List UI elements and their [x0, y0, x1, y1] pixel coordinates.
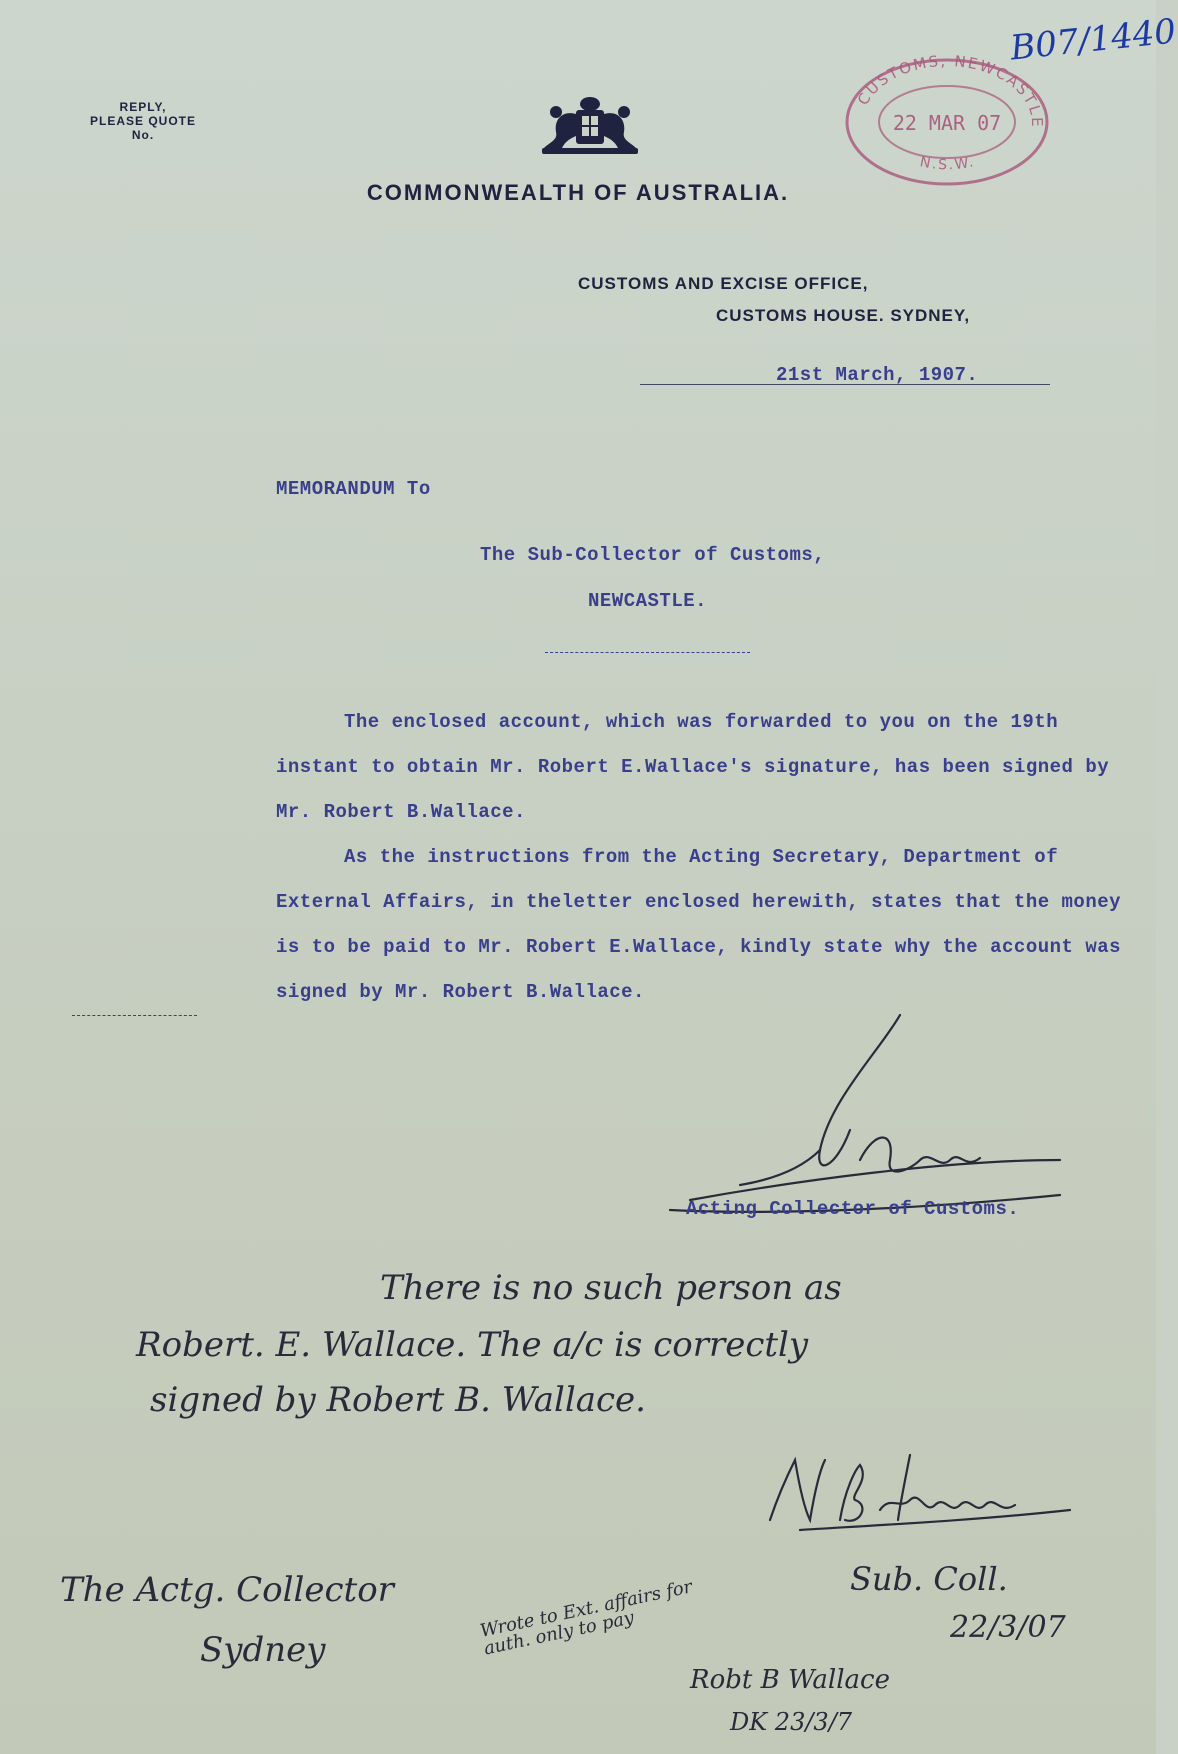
section-divider	[545, 652, 750, 653]
handwritten-note: Wrote to Ext. affairs for auth. only to pay	[478, 1576, 695, 1660]
svg-text:N.S.W.	[918, 154, 976, 173]
file-reference: B07/1440	[1008, 11, 1178, 69]
stamp-date: 22 MAR 07	[892, 111, 1002, 135]
letterhead-title: COMMONWEALTH OF AUSTRALIA.	[366, 180, 790, 205]
acting-collector-signature	[650, 1010, 1070, 1225]
office-line-2: CUSTOMS HOUSE. SYDNEY,	[716, 306, 971, 325]
handwritten-date: 22/3/07	[950, 1610, 1066, 1645]
signatory-role: Acting Collector of Customs.	[686, 1198, 1020, 1220]
coat-of-arms-icon	[532, 92, 648, 158]
handwritten-reply-line-3: signed by Robert B. Wallace.	[150, 1380, 646, 1420]
handwritten-to-line-2: Sydney	[200, 1630, 326, 1670]
handwritten-reply-line-2: Robert. E. Wallace. The a/c is correctly	[136, 1325, 809, 1365]
memo-date: 21st March, 1907.	[776, 364, 979, 386]
handwritten-bottom-initials: DK 23/3/7	[730, 1708, 853, 1736]
handwritten-to-line-1: The Actg. Collector	[60, 1570, 394, 1610]
margin-rule	[72, 1015, 197, 1016]
reply-line-1: REPLY,	[119, 100, 167, 114]
reply-notice	[90, 100, 196, 142]
stamp-top-text: CUSTOMS, NEWCASTLE	[853, 51, 1047, 129]
addressee-line-1: The Sub-Collector of Customs,	[480, 544, 826, 566]
sub-collector-signature	[760, 1450, 1080, 1540]
memo-heading: MEMORANDUM To	[276, 478, 431, 500]
stamp-bottom-text: N.S.W.	[918, 153, 977, 174]
date-underline	[640, 384, 1050, 385]
memo-paragraph-2: As the instructions from the Acting Secretary, Department of External Affairs, in theletter enclosed herewith, states that the money is to be paid to Mr. Robert E.Wallace, kindly state why the account was signed by Mr. Robert B.Wallace.	[276, 846, 1122, 1003]
handwritten-bottom-name: Robt B Wallace	[690, 1665, 891, 1695]
office-line-1: CUSTOMS AND EXCISE OFFICE,	[578, 274, 869, 293]
reply-line-3: No.	[131, 128, 155, 142]
addressee-line-2: NEWCASTLE.	[588, 590, 708, 612]
reply-line-2: PLEASE QUOTE	[90, 114, 197, 128]
handwritten-role: Sub. Coll.	[850, 1560, 1008, 1598]
handwritten-reply-line-1: There is no such person as	[380, 1268, 842, 1308]
memo-paragraph-1: The enclosed account, which was forwarded to you on the 19th instant to obtain Mr. Robert E.Wallace's signature, has been signed by Mr. Robert B.Wallace.	[276, 711, 1110, 823]
